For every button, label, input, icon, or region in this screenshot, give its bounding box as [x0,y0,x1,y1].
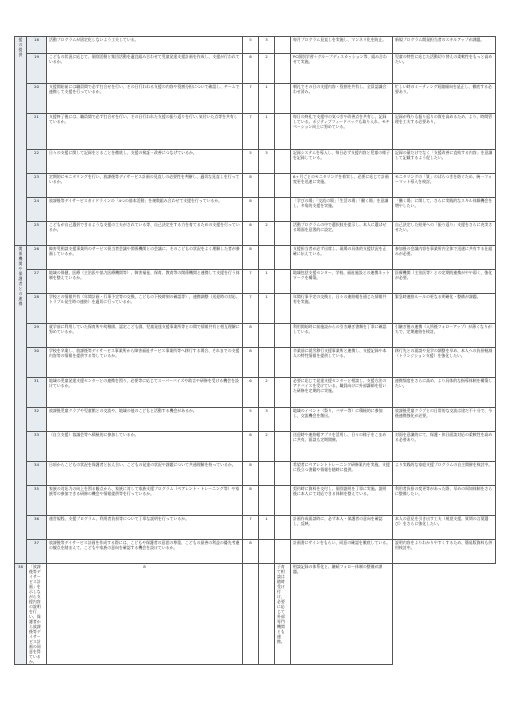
row-number: 18 [27,37,47,54]
count-yes: 7 [243,294,259,324]
count-neutral: 3 [259,408,275,432]
evaluation-note: 送迎時や連絡帳アプリを活用し、日々の様子をこまめに共有。面談も定期開催。 [291,432,393,462]
count-no [275,270,291,294]
evaluation-note: 利用開始時に前施設からの引き継ぎ書類を丁寧に確認している。 [291,324,393,348]
table-row [15,54,496,84]
row-number: 28 [27,294,47,324]
row-number: 34 [27,462,47,486]
evaluation-table [14,36,496,665]
improvement-plan: 児童の特性に応じた活動切り替えの柔軟性をもっと高めたい。 [393,54,496,84]
improvement-plan: 忙しい時のミーティング短縮傾向を是正し、徹底する必要あり。 [393,84,496,114]
count-yes: 8 [243,486,259,516]
count-yes: 7 [243,84,259,114]
evaluation-note: 支援担当者が必ず出席し、現場の具体的支援状況を正確に伝えている。 [291,246,393,270]
row-number: 19 [27,54,47,84]
count-yes: 8 [243,324,259,348]
section-label-char: 携 [18,301,23,306]
count-neutral: 1 [259,270,275,294]
count-no [275,540,291,564]
evaluation-note: 計画作成面談時に、必ず本人・保護者の意向を確認し、反映。 [291,516,393,540]
evaluation-item: 学校を卒業し、放課後等デイサービス事業所から障害福祉サービス事業所等へ移行する場合、それまでの支援内容等の情報を提供する等しているか。 [47,348,243,378]
count-neutral: 3 [259,150,275,174]
count-neutral [259,462,275,486]
improvement-plan: 連携頻度をさらに高め、より具体的な指導体制を構築したい。 [393,378,496,408]
evaluation-item: 日頃からこどもの状況を保護者と伝え合い、こどもの発達の状況や課題について共通理解を持っているか。 [47,462,243,486]
count-no [275,150,291,174]
table-row [15,198,496,222]
count-neutral: 2 [259,54,275,84]
evaluation-item: 就学前に利用していた保育所や幼稚園、認定こども園、児童発達支援事業所等との間で情報共有と相互理解に努めているか。 [47,324,243,348]
count-yes: 8 [243,198,259,222]
improvement-plan: 記録の量だけでなく「支援改善に直結する内容」を意識して記載するよう促したい。 [393,150,496,174]
count-no [275,54,291,84]
improvement-plan: 利用者負担の変更等があった際、早めの周知体制をさらに整備したい。 [393,486,496,516]
count-yes: 6 [243,378,259,408]
count-neutral: 2 [259,432,275,462]
count-no [275,37,291,54]
table-row [15,540,496,564]
count-neutral: 3 [259,37,275,54]
count-neutral: 1 [259,114,275,150]
improvement-plan: 「働く場」に関して、さらに実践的なスキル体験機会を増やしたい。 [393,198,496,222]
count-neutral [243,564,259,665]
evaluation-item: 家族の対応力の向上を図る観点から、家族に対して家族支援プログラム（ペアレント・トレーニング等）や家族等の参加できる研修の機会や情報提供等を行っているか。 [47,486,243,516]
evaluation-note: 地域包括支援センター、学校、福祉施設との連携ネットワークを構築。 [291,270,393,294]
row-number: 20 [27,84,47,114]
count-no [275,294,291,324]
count-no [275,84,291,114]
section-label-char: 保 [18,271,23,276]
count-no [275,348,291,378]
section-label-char: や [18,266,23,271]
improvement-plan: 引継ぎ後の連携（入所後フォローアップ）が薄くなりがちで、定期連絡を検討。 [393,324,496,348]
table-row [15,174,496,198]
improvement-plan: より実践的な家庭支援プログラムの自主開催を検討中。 [393,462,496,486]
evaluation-item: 地域の児童発達支援センターとの連携を図り、必要等に応じてスーパーバイズや助言や研修を受ける機会を設けているか。 [47,378,243,408]
improvement-plan: 医療機関（主治医等）との定期的連携がやや弱く、強化が必要。 [393,270,496,294]
improvement-plan: 緊急時連絡ルールの更なる明確化・整備が課題。 [393,294,496,324]
evaluation-item: （自立支援）協議会等へ積極的に参加しているか。 [47,432,243,462]
evaluation-item: 学校との情報共有（年間計画・行事予定等の交換、こどもの下校時刻の確認等）、連携調整（送迎時の対応、トラブル発生時の連絡）を適切に行っているか。 [47,294,243,324]
evaluation-item: 障害児相談支援事業所のサービス担当者会議や関係機関との会議に、そのこどもの状況をよく理解した者が参画しているか。 [47,246,243,270]
row-number: 30 [27,348,47,378]
table-row [15,462,496,486]
evaluation-item: 放課後等デイサービス計画を作成する際には、こどもや保護者の意思の尊重、こどもの最善の利益の優先考慮の観点を踏まえて、こどもや家族の意向を確認する機会を設けているか。 [47,540,243,564]
table-row [15,246,496,270]
evaluation-item: こどもの状況に応じて、個別活動と集団活動を適宜組み合わせて児童発達支援計画を作成し、支援が行われているか。 [47,54,243,84]
section-label-char: 護 [18,276,23,281]
count-yes: 8 [243,174,259,198]
section-label-char: 関 [18,261,23,266]
evaluation-item: 日々の支援に関して記録をとることを徹底し、支援の検証・改善につなげているか。 [47,150,243,174]
table-row [15,348,496,378]
count-neutral [259,486,275,516]
improvement-plan: 自己決定した結果への「振り返り」支援をさらに充実させたい。 [393,222,496,246]
table-row [15,150,496,174]
evaluation-note: 計画書にサインをもらい、同意の確認を徹底している。 [291,540,393,564]
count-yes: 6 [243,222,259,246]
table-row [15,270,496,294]
evaluation-note: 地域のイベント（祭り、バザー等）に積極的に参加し、交流機会を創出。 [291,408,393,432]
evaluation-item: 放課後等デイサービスガイドラインの「4つの基本活動」を複数組み合わせて支援を行っているか。 [47,198,243,222]
improvement-plan: 放課後児童クラブとの日常的な交流は途だ不十分で、今後連携強化が必要。 [393,408,496,432]
row-number: 21 [27,114,47,150]
table-row [15,37,496,54]
evaluation-item: 「放課後等デイサービス計画」を示しながら支援内容の説明を行い、保護者から放課後等デイサービス計画の同意を得ているか。 [27,564,47,665]
evaluation-rows [15,37,496,665]
count-yes: 7 [243,516,259,540]
evaluation-note: 年間行事予定の交換と、日々の連絡帳を通じた情報共有を実施。 [291,294,393,324]
count-no [275,324,291,348]
count-no [275,432,291,462]
count-neutral: 1 [259,516,275,540]
table-row [15,294,496,324]
count-yes: 5 [243,150,259,174]
evaluation-note: 契約時に資料を交付し、個別説明を丁寧に実施。説明後に本人にて対応できる体制を整えている。 [291,486,393,516]
row-number: 25 [27,222,47,246]
row-number: 36 [27,516,47,540]
count-neutral [259,174,275,198]
evaluation-note: 「学びの場」「交流の場」「生活の場」「働く場」を意識し、多角的支援を実施。 [291,198,393,222]
evaluation-item: 定期的にモニタリングを行い、放課後等デイサービス計画の見直しの必要性を判断し、適切な見直しを行っているか。 [47,174,243,198]
evaluation-item: こどもが自己選択できるような支援の工夫がされている等、自己決定をする力を育てるための支援を行っているか。 [47,222,243,246]
improvement-plan: 本人の意見を引き出す工夫（視覚支援、質問の言葉選び）をさらに強化したい。 [393,516,496,540]
count-no [275,408,291,432]
count-yes: 8 [243,540,259,564]
evaluation-item: 地域の保健、医療（主治医や協力医療機関等）、障害福祉、保育、教育等の関係機関と連携して支援を行う体制を整えているか。 [47,270,243,294]
evaluation-item: 運営規程、支援プログラム、利用者負担等について丁寧な説明を行っているか。 [47,516,243,540]
section-label-char: の [18,291,23,296]
table-row [15,222,496,246]
count-no [275,198,291,222]
count-neutral [259,348,275,378]
section-label-char: 連 [18,296,23,301]
row-number: 22 [27,150,47,174]
evaluation-note: 記録システムを導入し、毎日必ず支援内容と児童の様子を記録している。 [291,150,393,174]
section-label [15,246,27,564]
section-label-char: 援 [18,37,23,42]
count-neutral: 2 [259,378,275,408]
count-neutral [259,324,275,348]
evaluation-note: 必要に応じて発達支援センターと相談し、支援方法のアドバイスを受けている。職員向けに外部講師を招いた研修を定期的に実施。 [291,378,393,408]
count-yes: 5 [243,408,259,432]
improvement-plan: モニタリングの「質」のばらつきを防ぐため、統一フォーマット導入を検討。 [393,174,496,198]
section-label-char: 係 [18,251,23,256]
row-number: 35 [27,486,47,516]
section-label [15,37,27,246]
count-neutral: 1 [259,294,275,324]
evaluation-note: 子育て相談は随時受け付け、必要に応じて外部専門機関とも連携。 [275,564,291,665]
count-yes: 8 [243,348,259,378]
count-no [275,378,291,408]
table-row [15,408,496,432]
count-yes: 5 [243,37,259,54]
row-number: 37 [27,540,47,564]
row-number: 38 [15,564,27,665]
row-number: 33 [27,432,47,462]
section-label-char: 関 [18,246,23,251]
table-row [15,84,496,114]
count-neutral: 1 [259,84,275,114]
section-label-char: 供 [18,52,23,57]
table-row [15,486,496,516]
section-label-char: 機 [18,256,23,261]
evaluation-note: 朝礼でその日の支援内容・役割を共有し、全員認識合わせ済み。 [291,84,393,114]
improvement-plan: 対面を意識的にて、保護・休日面談対応の柔軟性を高める必要あり。 [393,432,496,462]
count-neutral [259,246,275,270]
count-neutral [259,198,275,222]
count-yes: 7 [243,270,259,294]
row-number: 23 [27,174,47,198]
improvement-plan: 移行先との面談や見学の調整を早め、本人への負担軽減（トランジション支援）を強化したい。 [393,348,496,378]
count-yes: 8 [243,246,259,270]
count-yes: 8 [243,462,259,486]
row-number: 27 [27,270,47,294]
evaluation-note: 毎月プログラム見直しを実施し、マンネリ化を防止。 [291,37,393,54]
evaluation-note: 希望者にペアレントトレーニング研修案内を実施。支援に役立つ書籍や情報を随時に提供。 [291,462,393,486]
evaluation-note: 卒業前に就労移行支援事業所と連携し、支援記録や本人の特性情報を提供している。 [291,348,393,378]
count-no [275,174,291,198]
improvement-plan: 参加後の会議内容を事業所内全体で迅速に共有する仕組みが必要。 [393,246,496,270]
improvement-plan: 新規プログラム開発担当者のスキルアップが課題。 [393,37,496,54]
table-row [15,564,496,665]
count-yes: 6 [243,432,259,462]
row-number: 26 [27,246,47,270]
count-no [275,462,291,486]
row-number: 32 [27,408,47,432]
count-no [259,564,275,665]
count-no [275,222,291,246]
row-number: 29 [27,324,47,348]
table-row [15,378,496,408]
evaluation-note: PC個別学習＋グループディスカッション等、組み合わせて実施。 [291,54,393,84]
improvement-plan: 記録が残りも振り返りの質を高めるため、より、時間管理を工夫する必要あり。 [393,114,496,150]
count-no [275,114,291,150]
table-row [15,114,496,150]
evaluation-item: 活動プログラムが固定化しないよう工夫している。 [47,37,243,54]
count-neutral [259,540,275,564]
evaluation-item: 放課後児童クラブや児童館との交流や、地域の他のこどもと活動する機会があるか。 [47,408,243,432]
evaluation-note: 活動プログラムの中で選択肢を提示し、本人に選ばせる場面を意図的に設定。 [291,222,393,246]
table-row [15,324,496,348]
section-label-char: 提 [18,47,23,52]
row-number: 24 [27,198,47,222]
table-row [15,516,496,540]
table-row [15,432,496,462]
improvement-plan: 相談記録の体系化と、継続フォロー体制の整備が課題。 [291,564,393,665]
count-yes: 6 [243,54,259,84]
count-yes: 7 [243,114,259,150]
evaluation-item: 支援開始前には職員間で必ず打合せを行い、その日行われる支援の内容や役割分担について確認し、チームで連携して支援を行っているか。 [47,84,243,114]
count-no [275,516,291,540]
count-no [275,246,291,270]
section-label-char: と [18,286,23,291]
section-label-char: 者 [18,281,23,286]
evaluation-note: 6ヶ月ごとのモニタリングを着実し、必要に応じて計画変更を迅速に実施。 [291,174,393,198]
count-neutral: 2 [259,222,275,246]
row-number: 31 [27,378,47,408]
evaluation-note: 毎日の終礼で支援中の気づきや改善点を共有し、記録している。ポジティブフィードバックも取り入れ、モチベーション向上に努めている。 [291,114,393,150]
count-yes: 8 [47,564,243,665]
evaluation-item: 支援終了後には、職員間で必ず打合せを行い、その日行われた支援の振り返りを行い､気付いた点等を共有しているか。 [47,114,243,150]
section-label-char: の [18,42,23,47]
count-no [275,486,291,516]
improvement-plan: 説明内容をよりわかりやすくするため、簡易版資料も併用検討中。 [393,540,496,564]
